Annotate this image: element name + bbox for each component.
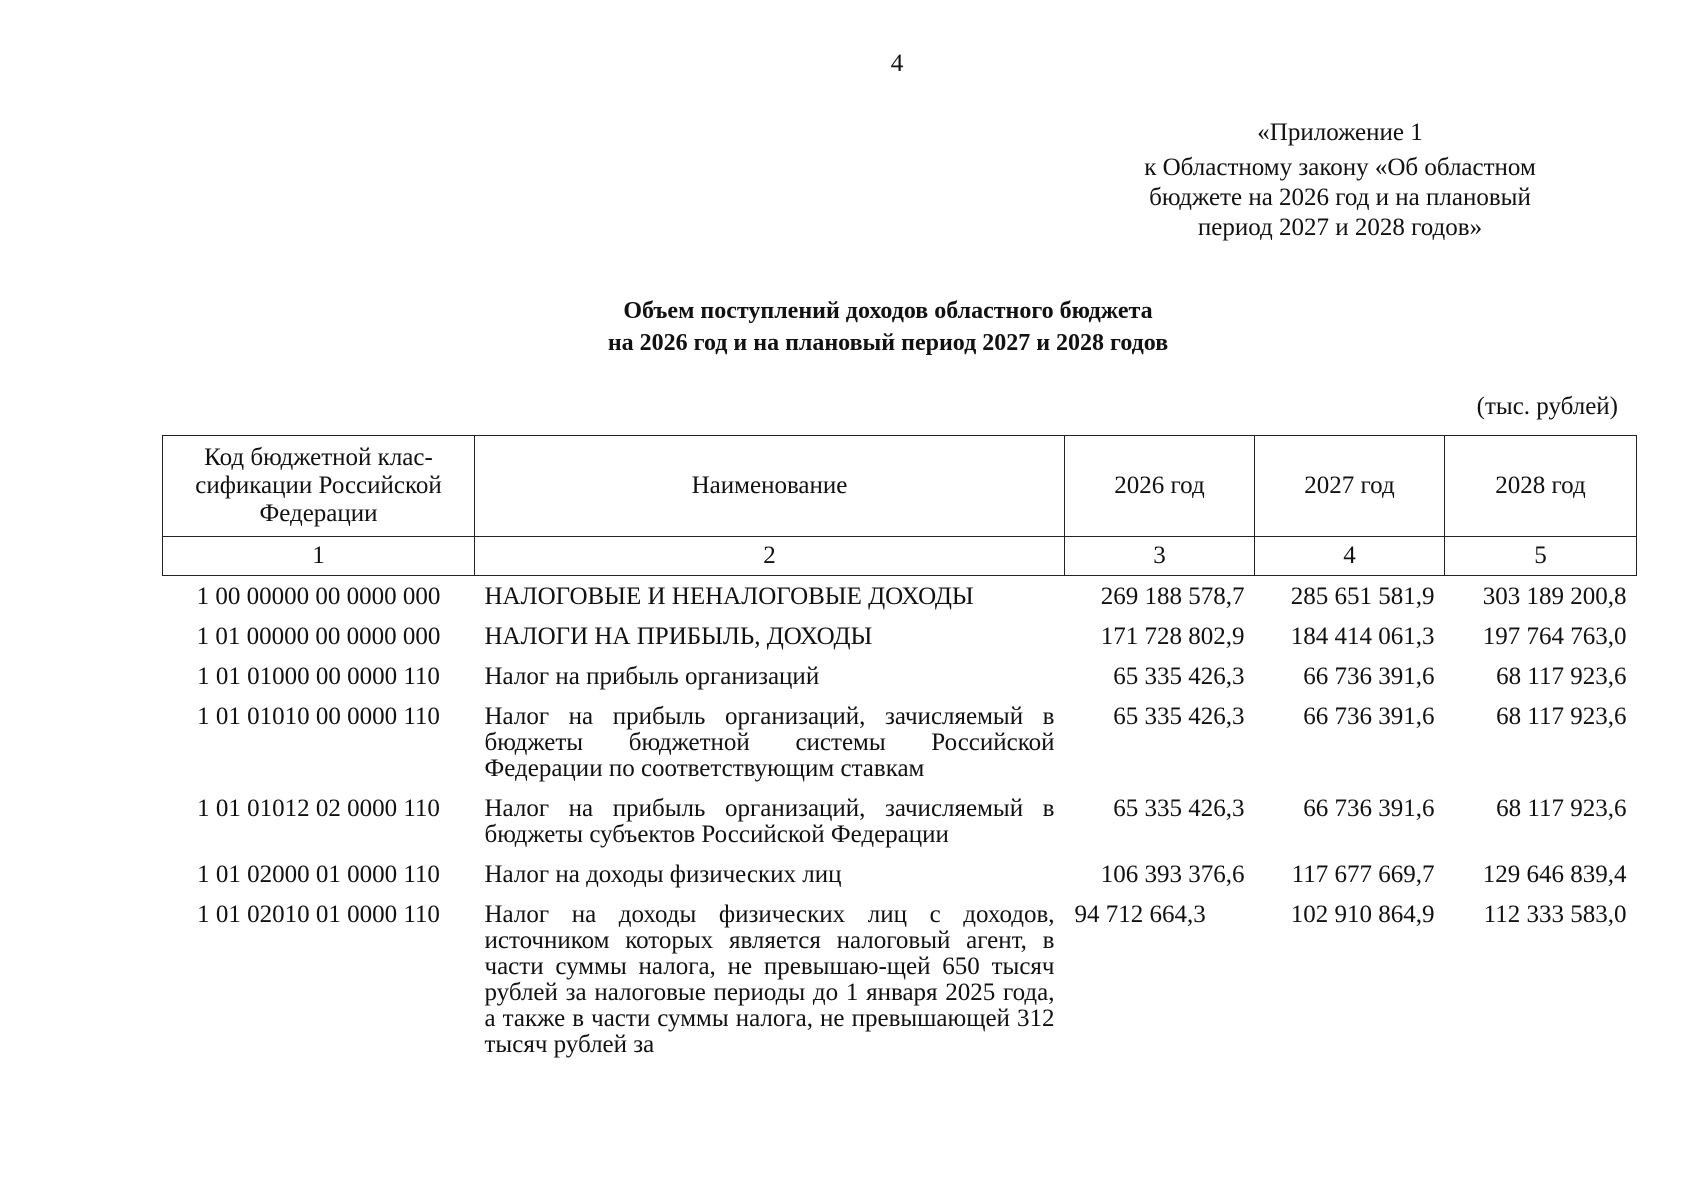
column-number: 4 (1255, 537, 1445, 576)
row-name: Налог на прибыль организаций, зачисляемый в бюджеты субъектов Российской Федерации (484, 795, 1055, 848)
table-row (163, 656, 1637, 696)
row-code: 1 01 01012 02 0000 110 (197, 795, 440, 822)
table-row (163, 788, 1637, 854)
appendix-line: к Областному закону «Об областном (1144, 154, 1536, 181)
row-value-2026: 106 393 376,6 (1100, 861, 1245, 888)
row-name: Налог на доходы физических лиц (484, 861, 842, 888)
column-number: 3 (1065, 537, 1255, 576)
header-2026: 2026 год (1065, 436, 1255, 537)
row-value-2028: 68 117 923,6 (1496, 795, 1627, 822)
row-value-2026: 65 335 426,3 (1113, 703, 1245, 730)
row-value-2026: 65 335 426,3 (1113, 795, 1245, 822)
row-value-2027: 285 651 581,9 (1290, 583, 1435, 610)
header-2028: 2028 год (1445, 436, 1637, 537)
appendix-line: период 2027 и 2028 годов» (1197, 214, 1483, 241)
column-number: 5 (1445, 537, 1637, 576)
row-code: 1 01 00000 00 0000 000 (196, 623, 441, 650)
row-value-2028: 112 333 583,0 (1483, 901, 1627, 928)
table-row (163, 696, 1637, 788)
row-value-2027: 102 910 864,9 (1290, 901, 1435, 928)
column-number-row (163, 537, 1637, 576)
row-value-2026: 94 712 664,3 (1074, 901, 1206, 928)
column-number: 2 (475, 537, 1065, 576)
row-name: Налог на доходы физических лиц с доходов, источником которых является налоговый агент, в части суммы налога, не превышаю-щей 650 тысяч рублей за налоговые периоды до 1 января 2025 года, а также в части суммы налога, не превышающей 312 тысяч рублей за (484, 901, 1055, 1058)
row-value-2026: 269 188 578,7 (1100, 583, 1245, 610)
table-row (163, 854, 1637, 894)
row-value-2028: 129 646 839,4 (1482, 861, 1627, 888)
row-value-2028: 68 117 923,6 (1496, 703, 1627, 730)
document-title (450, 295, 1326, 359)
row-value-2028: 303 189 200,8 (1482, 583, 1627, 610)
column-number: 1 (163, 537, 475, 576)
row-code: 1 01 01010 00 0000 110 (197, 703, 440, 730)
row-name: НАЛОГИ НА ПРИБЫЛЬ, ДОХОДЫ (484, 623, 873, 650)
row-name: Налог на прибыль организаций, зачисляемый в бюджеты бюджетной системы Российской Федерации по соответствующим ставкам (484, 703, 1055, 782)
table-row (163, 616, 1637, 656)
row-value-2028: 68 117 923,6 (1496, 663, 1627, 690)
row-value-2027: 66 736 391,6 (1303, 795, 1435, 822)
row-value-2027: 117 677 669,7 (1291, 861, 1435, 888)
row-name: Налог на прибыль организаций (484, 663, 820, 690)
row-value-2026: 171 728 802,9 (1100, 623, 1245, 650)
units-label: (тыс. рублей) (1476, 393, 1618, 420)
row-code: 1 00 00000 00 0000 000 (196, 583, 441, 610)
appendix-title: «Приложение 1 (1257, 119, 1423, 146)
document-title-line: на 2026 год и на плановый период 2027 и 2028 годов (607, 330, 1169, 356)
table-header-row (163, 436, 1637, 537)
table-row (163, 894, 1637, 1058)
row-value-2026: 65 335 426,3 (1113, 663, 1245, 690)
row-value-2028: 197 764 763,0 (1482, 623, 1627, 650)
row-value-2027: 184 414 061,3 (1290, 623, 1435, 650)
document-title-line: Объем поступлений доходов областного бюджета (623, 298, 1153, 324)
row-code: 1 01 01000 00 0000 110 (197, 663, 440, 690)
revenue-table (162, 435, 1637, 1058)
row-name: НАЛОГОВЫЕ И НЕНАЛОГОВЫЕ ДОХОДЫ (484, 583, 974, 610)
header-code: Код бюджетной клас-сификации Российской Федерации (163, 436, 475, 537)
row-code: 1 01 02000 01 0000 110 (197, 861, 440, 888)
header-name: Наименование (475, 436, 1065, 537)
header-2027: 2027 год (1255, 436, 1445, 537)
table-row (163, 576, 1637, 617)
page-number: 4 (890, 50, 904, 77)
row-code: 1 01 02010 01 0000 110 (197, 901, 440, 928)
row-value-2027: 66 736 391,6 (1303, 663, 1435, 690)
appendix-block (1120, 118, 1560, 243)
appendix-line: бюджете на 2026 год и на плановый (1149, 184, 1531, 211)
row-value-2027: 66 736 391,6 (1303, 703, 1435, 730)
